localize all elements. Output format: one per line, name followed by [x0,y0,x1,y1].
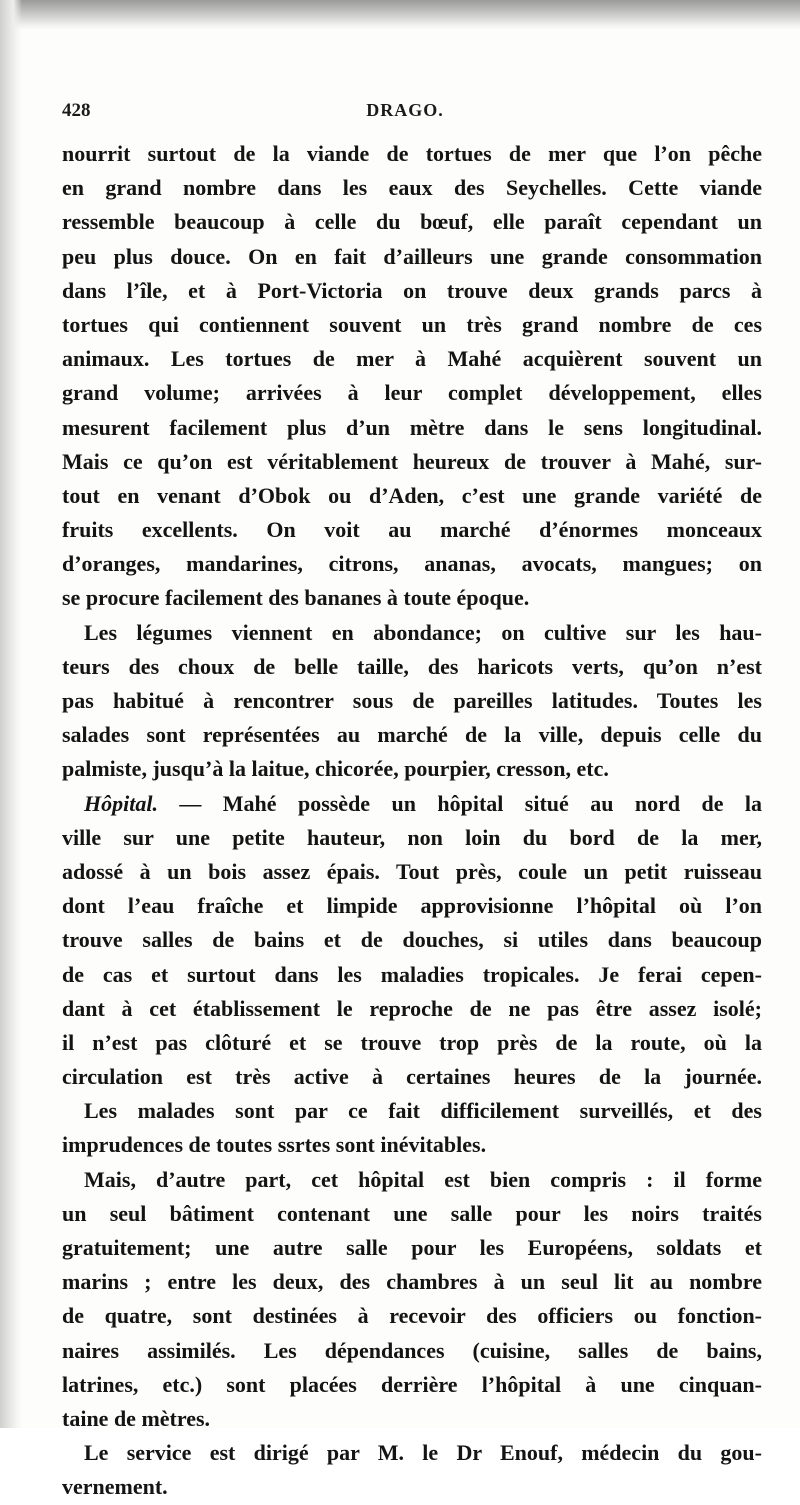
line-text: tout en venant d’Obok ou d’Aden, c’est une grande variété de [62,482,762,508]
text-line [62,616,762,650]
page-number: 428 [62,100,91,121]
text-line [62,137,762,171]
line-text: taine de mètres. [62,1405,211,1431]
line-text: Les légumes viennent en abondance; on cultive sur les hau- [84,619,762,645]
text-line [62,205,762,239]
scan-shadow-left [0,0,22,1428]
text-line [62,171,762,205]
line-text: ressemble beaucoup à celle du bœuf, elle paraît cependant un [62,209,762,235]
text-line [62,1197,762,1231]
line-text: Mahé possède un hôpital situé au nord de la [222,790,763,816]
line-text: mesurent facilement plus d’un mètre dans le sens longitudinal. [62,414,762,440]
line-text: se procure facilement des bananes à toute époque. [62,585,530,611]
line-text: peu plus douce. On en fait d’ailleurs une grande consommation [62,243,762,269]
text-line [62,889,762,923]
line-text: pas habitué à rencontrer sous de pareilles latitudes. Toutes les [62,688,762,713]
text-line [62,581,762,615]
text-line [62,1094,762,1128]
line-text: il n’est pas clôturé et se trouve trop près de la route, où la [62,1029,762,1055]
text-line [62,1060,762,1094]
line-text: dans l’île, et à Port-Victoria on trouve deux grands parcs à [62,277,762,303]
text-line [62,274,762,308]
text-line [62,855,762,889]
line-text: un seul bâtiment contenant une salle pour les noirs traités [62,1200,762,1226]
line-text: dant à cet établissement le reproche de ne pas être assez isolé; [62,995,762,1021]
text-line [62,958,762,992]
line-text: adossé à un bois assez épais. Tout près, coule un petit ruisseau [62,858,762,884]
line-text: ville sur une petite hauteur, non loin du bord de la mer, [62,824,762,850]
text-line [62,513,762,547]
line-text: dont l’eau fraîche et limpide approvisionne l’hôpital où l’on [62,893,762,919]
text-line [62,1299,762,1333]
text-line [62,1334,762,1368]
line-text: d’oranges, mandarines, citrons, ananas, avocats, mangues; on [62,551,762,577]
text-line [62,650,762,684]
text-line [62,1026,762,1060]
line-text: trouve salles de bains et de douches, si utiles dans beaucoup [62,927,762,953]
heading-separator: — [157,790,223,816]
text-line [62,718,762,752]
line-text: de quatre, sont destinées à recevoir des officiers ou fonction- [62,1303,762,1329]
line-text: Le service est dirigé par M. le Dr Enouf, médecin du gou- [84,1440,762,1466]
text-line [62,240,762,274]
line-text: marins ; entre les deux, des chambres à un seul lit au nombre [62,1269,762,1295]
text-line [62,376,762,410]
text-line [62,1163,762,1197]
line-text: naires assimilés. Les dépendances (cuisine, salles de bains, [62,1337,762,1363]
text-line [62,787,762,821]
text-line [62,1265,762,1299]
line-text: gratuitement; une autre salle pour les Européens, soldats et [62,1235,762,1260]
line-text: en grand nombre dans les eaux des Seychelles. Cette viande [62,175,762,201]
section-heading: Hôpital. [84,790,158,816]
text-line [62,992,762,1026]
line-text: teurs des choux de belle taille, des haricots verts, qu’on n’est [62,653,762,679]
text-line [62,1231,762,1265]
text-line [62,547,762,581]
line-text: palmiste, jusqu’à la laitue, chicorée, pourpier, cresson, etc. [62,756,609,782]
text-line [62,1470,762,1504]
text-line [62,684,762,718]
text-line [62,752,762,786]
line-text: imprudences de toutes ssrtes sont inévitables. [62,1132,487,1158]
line-text: tortues qui contiennent souvent un très grand nombre de ces [62,311,762,337]
line-text: Mais ce qu’on est véritablement heureux de trouver à Mahé, sur- [62,448,762,474]
running-title: DRAGO. [366,100,444,120]
text-line [62,821,762,855]
page-header [62,100,748,128]
line-text: Les malades sont par ce fait difficilement surveillés, et des [84,1098,762,1124]
text-line [62,1402,762,1436]
text-line [62,479,762,513]
line-text: fruits excellents. On voit au marché d’énormes monceaux [62,517,762,543]
scan-shadow-top [0,0,800,30]
line-text: latrines, etc.) sont placées derrière l’hôpital à une cinquan- [62,1371,762,1397]
text-line [62,308,762,342]
body-text [62,137,762,1505]
line-text: de cas et surtout dans les maladies tropicales. Je ferai cepen- [62,961,762,987]
line-text: grand volume; arrivées à leur complet développement, elles [62,380,762,406]
line-text: vernement. [62,1474,168,1500]
text-line [62,411,762,445]
text-line [62,1436,762,1470]
line-text: nourrit surtout de la viande de tortues de mer que l’on pêche [62,141,762,166]
text-line [62,342,762,376]
line-text: salades sont représentées au marché de la ville, depuis celle du [62,722,762,748]
text-line [62,1368,762,1402]
line-text: Mais, d’autre part, cet hôpital est bien compris : il forme [84,1166,762,1192]
text-line [62,1128,762,1162]
text-line [62,923,762,957]
text-line [62,445,762,479]
line-text: animaux. Les tortues de mer à Mahé acquièrent souvent un [62,346,762,372]
line-text: circulation est très active à certaines heures de la journée. [62,1064,762,1090]
